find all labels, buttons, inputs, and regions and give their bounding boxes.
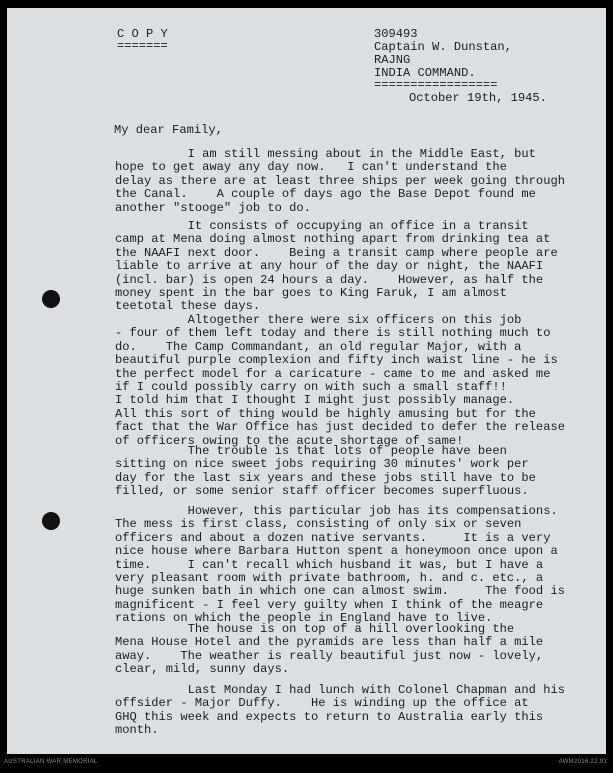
sender-name: Captain W. Dunstan, <box>374 40 512 54</box>
copy-underline: ======= <box>117 39 168 53</box>
paragraph: The trouble is that lots of people have been sitting on nice sweet jobs requiring 30 minutes' work per day for the last six years and these jobs still have to be filled, or some senior staff officer becomes superfluous. <box>115 444 536 499</box>
paragraph: However, this particular job has its compensations. The mess is first class, consisting of only six or seven officers and about a dozen native servants. It is a very nice house where Barbara Hutton spent a honeymoon once upon a time. I can't recall which husband it was, but I have a very pleasant room with private bathroom, h. and c. etc., a huge sunken bath in which one can almost swim. The food is magnificent - I feel very guilty when I think of the meagre rations on which the people in England have to live. <box>115 504 565 626</box>
sender-unit: RAJNG <box>374 53 411 67</box>
footer-archive-name: AUSTRALIAN WAR MEMORIAL <box>4 759 98 765</box>
paragraph: Altogether there were six officers on this job - four of them left today and there is still nothing much to do. The Camp Commandant, an old regular Major, with a beautiful purple complexion and fifty inch waist line - he is the perfect model for a caricature - came to me and asked me if I could possibly carry on with such a small staff!! I told him that I thought I might just possibly manage. All this sort of thing would be highly amusing but for the fact that the War Office has just decided to defer the release of officers owing to the acute shortage of same! <box>115 313 565 448</box>
paragraph: It consists of occupying an office in a transit camp at Mena doing almost nothing apart from drinking tea at the NAAFI next door. Being a transit camp where people are liable to arrive at any hour of the day or night, the NAAFI (incl. bar) is open 24 hours a day. However, as half the money spent in the bar goes to King Faruk, I am almost teetotal these days. <box>115 219 558 314</box>
header-rule: ================= <box>374 78 498 92</box>
punch-hole <box>42 512 60 530</box>
footer-catalogue-number: AWM2016.22.93 <box>558 759 607 765</box>
copy-label: C O P Y <box>117 27 168 41</box>
salutation: My dear Family, <box>114 123 223 137</box>
paragraph: The house is on top of a hill overlooking the Mena House Hotel and the pyramids are less than half a mile away. The weather is really beautiful just now - lovely, clear, mild, sunny days. <box>115 622 544 677</box>
paragraph: Last Monday I had lunch with Colonel Chapman and his offsider - Major Duffy. He is winding up the office at GHQ this week and expects to return to Australia early this month. <box>115 683 565 738</box>
punch-hole <box>42 290 60 308</box>
reference-number: 309493 <box>374 27 418 41</box>
letter-date: October 19th, 1945. <box>409 91 547 105</box>
paragraph: I am still messing about in the Middle East, but hope to get away any day now. I can't understand the delay as there are at least three ships per week going through the Canal. A couple of days ago the Base Depot found me another "stooge" job to do. <box>115 147 565 215</box>
sender-command: INDIA COMMAND. <box>374 66 476 80</box>
letter-page <box>7 8 606 754</box>
